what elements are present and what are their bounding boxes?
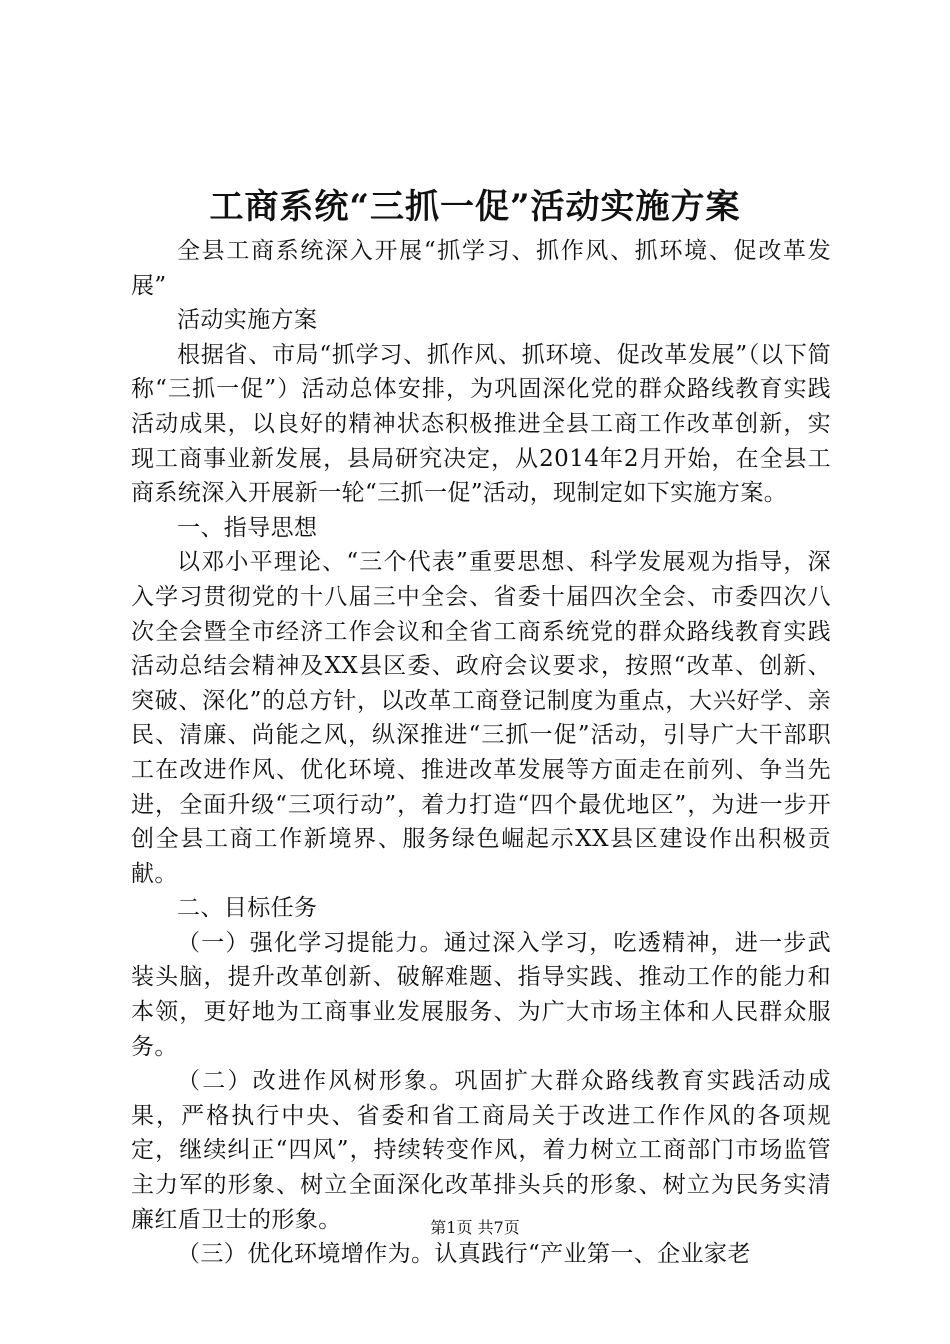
page-number-footer: 第1页 共7页: [430, 1218, 520, 1237]
paragraph-plan-heading: 活动实施方案: [177, 307, 318, 334]
section-heading-objectives: 二、目标任务: [177, 895, 318, 922]
paragraph-objective-1: （一）强化学习提能力。通过深入学习，吃透精神，进一步武装头脑，提升改革创新、破解难题、指导实践、推动工作的能力和本领，更好地为工商事业发展服务、为广大市场主体和人民群众服务。: [131, 929, 831, 1060]
paragraph-intro-heading: 全县工商系统深入开展“抓学习、抓作风、抓环境、促改革发展”: [131, 238, 831, 299]
paragraph-background: 根据省、市局“抓学习、抓作风、抓环境、促改革发展”（以下简称“三抓一促”）活动总体安排，为巩固深化党的群众路线教育实践活动成果，以良好的精神状态积极推进全县工商工作改革创新，实现工商事业新发展，县局研究决定，从2014年2月开始，在全县工商系统深入开展新一轮“三抓一促”活动，现制定如下实施方案。: [131, 341, 831, 507]
document-body: [131, 234, 831, 1272]
paragraph-guiding-ideology: 以邓小平理论、“三个代表”重要思想、科学发展观为指导，深入学习贯彻党的十八届三中全会、省委十届四次全会、市委四次八次全会暨全市经济工作会议和全省工商系统党的群众路线教育实践活动总结会精神及XX县区委、政府会议要求，按照“改革、创新、突破、深化”的总方针，以改革工商登记制度为重点，大兴好学、亲民、清廉、尚能之风，纵深推进“三抓一促”活动，引导广大干部职工在改进作风、优化环境、推进改革发展等方面走在前列、争当先进，全面升级“三项行动”，着力打造“四个最优地区”，为进一步开创全县工商工作新境界、服务绿色崛起示XX县区建设作出积极贡献。: [131, 549, 831, 887]
paragraph-objective-2: （二）改进作风树形象。巩固扩大群众路线教育实践活动成果，严格执行中央、省委和省工商局关于改进工作作风的各项规定，继续纠正“四风”，持续转变作风，着力树立工商部门市场监管主力军的形象、树立全面深化改革排头兵的形象、树立为民务实清廉红盾卫士的形象。: [131, 1068, 831, 1233]
section-heading-guiding-ideology: 一、指导思想: [177, 514, 318, 541]
document-title: 工商系统“三抓一促”活动实施方案: [209, 187, 741, 227]
paragraph-objective-3: （三）优化环境增作为。认真践行“产业第一、企业家老: [177, 1241, 751, 1268]
